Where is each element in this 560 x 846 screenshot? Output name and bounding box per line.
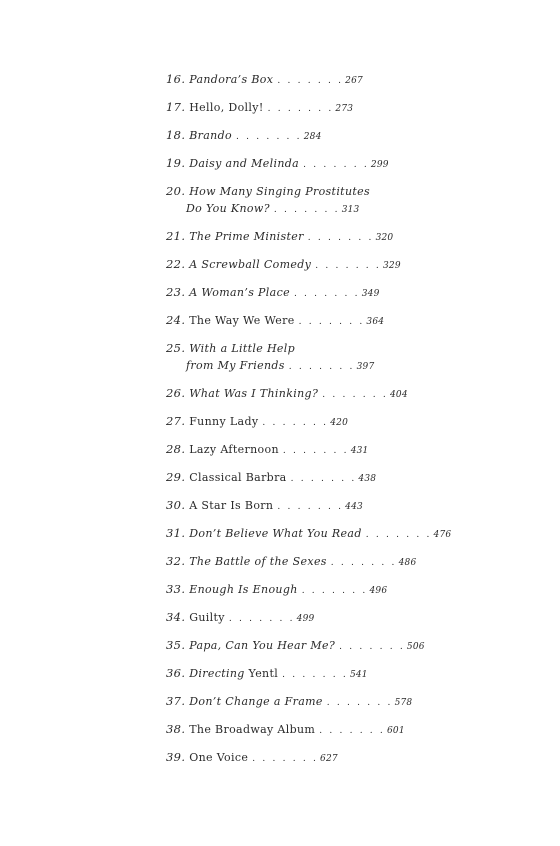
chapter-title: Enough Is Enough [189,583,298,596]
dot-leader: . . . . . . . [293,289,360,299]
page-number: 420 [330,418,348,428]
chapter-title: The Battle of the Sexes [189,555,327,568]
dot-leader: . . . . . . . [262,418,329,428]
chapter-title-continued: Do You Know? [186,202,270,215]
page-number: 313 [341,205,360,215]
chapter-number: 34. [166,610,186,624]
toc-entry [166,581,546,600]
dot-leader: . . . . . . . [252,754,319,764]
page-number: 431 [350,446,369,456]
toc-entry [166,312,546,331]
chapter-title: With a Little Help [189,342,296,355]
chapter-title: Lazy Afternoon [189,443,279,456]
page-number: 397 [356,362,375,372]
chapter-number: 19. [166,156,186,170]
chapter-title: A Woman’s Place [189,286,290,299]
chapter-number: 18. [166,128,186,142]
toc-entry [166,127,546,146]
toc-entry [166,385,546,404]
chapter-title: Classical Barbra [189,471,287,484]
chapter-title: What Was I Thinking? [189,387,319,400]
chapter-title: Don’t Believe What You Read [189,527,362,540]
chapter-number: 21. [166,229,186,243]
page-number: 541 [349,670,368,680]
chapter-title: How Many Singing Prostitutes [189,185,371,198]
page-number: 496 [369,586,388,596]
chapter-number: 32. [166,554,186,568]
dot-leader: . . . . . . . [235,132,302,142]
toc-entry [166,721,546,740]
page-number: 284 [303,132,322,142]
chapter-title-roman: Yentl [248,667,279,680]
dot-leader: . . . . . . . [330,558,397,568]
page-number: 349 [361,289,380,299]
chapter-number: 38. [166,722,186,736]
toc-entry [166,284,546,303]
page-number: 404 [390,390,408,400]
chapter-title: Funny Lady [189,415,259,428]
page-number: 578 [394,698,413,708]
chapter-number: 28. [166,442,186,456]
chapter-title: Daisy and Melinda [189,157,300,170]
chapter-number: 23. [166,285,186,299]
toc-entry [166,71,546,90]
dot-leader: . . . . . . . [307,233,374,243]
page-number: 443 [345,502,363,512]
toc-entry [166,228,546,247]
chapter-number: 27. [166,414,186,428]
chapter-title: Guilty [189,611,225,624]
dot-leader: . . . . . . . [288,362,355,372]
chapter-number: 31. [166,526,186,540]
chapter-title: Papa, Can You Hear Me? [189,639,336,652]
chapter-number: 33. [166,582,186,596]
chapter-number: 25. [166,341,186,355]
toc-entry [166,665,546,684]
chapter-number: 26. [166,386,186,400]
dot-leader: . . . . . . . [277,502,344,512]
page-number: 486 [398,558,417,568]
chapter-number: 39. [166,750,186,764]
chapter-number: 29. [166,470,186,484]
page-number: 627 [320,754,338,764]
toc-entry [166,693,546,712]
dot-leader: . . . . . . . [301,586,368,596]
toc-entry [166,441,546,460]
toc-entry [166,413,546,432]
chapter-title: Pandora’s Box [189,73,274,86]
page-number: 364 [366,317,385,327]
toc-entry [166,553,546,572]
dot-leader: . . . . . . . [319,726,385,736]
chapter-title: The Broadway Album [189,723,316,736]
dot-leader: . . . . . . . [315,261,381,271]
page-number: 601 [387,726,405,736]
chapter-title: Directing [189,667,245,680]
toc-entry [166,749,546,768]
dot-leader: . . . . . . . [365,530,432,540]
chapter-title: One Voice [189,751,249,764]
page-number: 273 [335,104,354,114]
toc-entry [166,99,546,118]
toc-entry [166,183,546,219]
dot-leader: . . . . . . . [228,614,295,624]
toc-entry [166,469,546,488]
chapter-title: Don’t Change a Frame [189,695,323,708]
dot-leader: . . . . . . . [339,642,405,652]
toc-entry [166,637,546,656]
chapter-title: The Way We Were [189,314,295,327]
toc-entry [166,256,546,275]
page-number: 438 [358,474,377,484]
dot-leader: . . . . . . . [282,670,348,680]
page-number: 329 [383,261,401,271]
chapter-number: 22. [166,257,186,271]
dot-leader: . . . . . . . [277,76,344,86]
dot-leader: . . . . . . . [282,446,349,456]
page-number: 320 [375,233,394,243]
toc-entry [166,609,546,628]
chapter-title: A Screwball Comedy [189,258,312,271]
page-number: 506 [406,642,425,652]
dot-leader: . . . . . . . [273,205,340,215]
chapter-title: The Prime Minister [189,230,304,243]
dot-leader: . . . . . . . [267,104,334,114]
chapter-number: 24. [166,313,186,327]
chapter-number: 20. [166,184,186,198]
chapter-title: Hello, Dolly! [189,101,264,114]
page-number: 267 [345,76,363,86]
chapter-number: 30. [166,498,186,512]
chapter-title-continued: from My Friends [186,359,285,372]
chapter-title: A Star Is Born [189,499,274,512]
toc-entry [166,497,546,516]
page-number: 299 [370,160,389,170]
chapter-number: 17. [166,100,186,114]
page-number: 476 [433,530,452,540]
toc-entry [166,525,546,544]
chapter-number: 36. [166,666,186,680]
dot-leader: . . . . . . . [326,698,393,708]
toc-entry [166,340,546,376]
page-number: 499 [296,614,315,624]
dot-leader: . . . . . . . [303,160,369,170]
dot-leader: . . . . . . . [322,390,388,400]
chapter-title: Brando [189,129,232,142]
chapter-number: 35. [166,638,186,652]
toc-entry [166,155,546,174]
chapter-number: 37. [166,694,186,708]
dot-leader: . . . . . . . [290,474,357,484]
dot-leader: . . . . . . . [298,317,365,327]
chapter-number: 16. [166,72,186,86]
